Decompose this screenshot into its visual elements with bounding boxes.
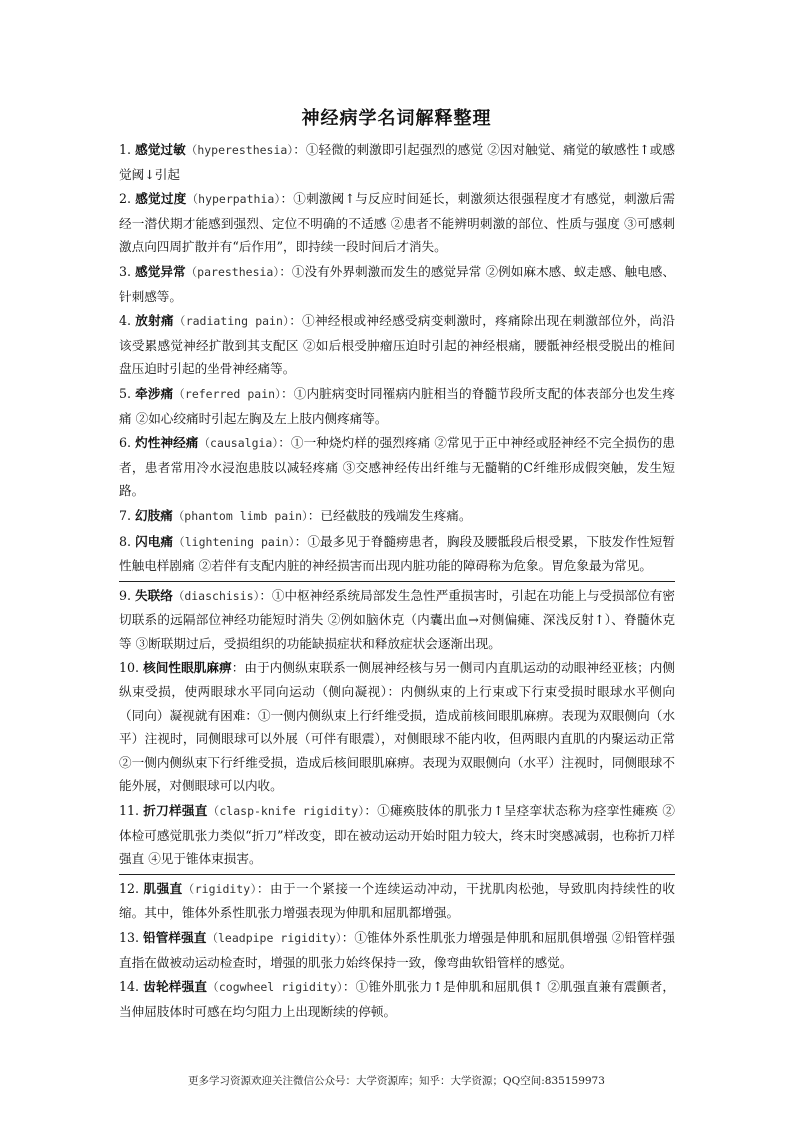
glossary-entry [119, 926, 675, 975]
entry-number: 8. [119, 533, 132, 549]
entry-number: 3. [119, 263, 132, 279]
entry-definition: ：由于一个紧接一个连续运动冲动，干扰肌肉松弛，导致肌肉持续性的收缩。其中，锥体外系性肌张力增强表现为伸肌和屈肌都增强。 [119, 880, 676, 921]
footer-note: 更多学习资源欢迎关注微信公众号：大学资源库；知乎：大学资源；QQ空间:835159973 [188, 1075, 605, 1087]
section-divider [119, 874, 675, 875]
entry-number: 4. [119, 313, 132, 329]
entry-number: 14. [119, 979, 140, 995]
glossary-entry [119, 799, 675, 872]
entry-english-term: （hyperpathia） [186, 192, 281, 207]
entry-number: 13. [119, 930, 140, 945]
entry-definition: ：①瘫痪肢体的肌张力↑呈痉挛状态称为痉挛性瘫痪 ②体检可感觉肌张力类似“折刀”样改变，即在被动运动开始时阻力较大，终末时突感减弱，也称折刀样强直 ④见于锥体束损害。 [119, 803, 676, 867]
entry-english-term: （lightening pain） [173, 534, 295, 549]
entry-english-term: （radiating pain） [173, 314, 290, 329]
entry-number: 12. [119, 880, 140, 896]
glossary-entry [119, 187, 675, 260]
entry-term: 齿轮样强直 [143, 979, 208, 995]
section-divider [119, 581, 675, 582]
entry-term: 闪电痛 [135, 533, 174, 549]
entry-definition: ：已经截肢的残端发生疼痛。 [307, 507, 472, 523]
glossary-entry [119, 138, 675, 187]
entry-definition: ：①内脏病变时同罹病内脏相当的脊髓节段所支配的体表部分也发生疼痛 ②如心绞痛时引起左胸及左上肢内侧疼痛等。 [119, 385, 676, 426]
glossary-entry [119, 975, 675, 1024]
entry-english-term: （paresthesia） [185, 264, 280, 279]
entry-term: 感觉过敏 [135, 142, 186, 157]
entry-term: 感觉过度 [135, 191, 187, 207]
glossary-entry [119, 656, 675, 799]
entry-english-term: （phantom limb pain） [172, 508, 308, 523]
document-title: 神经病学名词解释整理 [301, 108, 492, 129]
glossary-list [119, 138, 675, 1024]
entry-definition: ：①中枢神经系统局部发生急性严重损害时，引起在功能上与受损部位有密切联系的远隔部位神经功能短时消失 ②例如脑休克（内囊出血→对侧偏瘫、深浅反射↑）、脊髓休克等 ③断联期过后，受损组织的功能缺损症状和释放症状会逐渐出现。 [119, 587, 675, 651]
entry-number: 1. [119, 142, 132, 157]
entry-term: 幻肢痛 [135, 507, 173, 523]
entry-english-term: （cogwheel rigidity） [207, 980, 343, 995]
entry-english-term: （leadpipe rigidity） [206, 931, 342, 945]
entry-term: 失联络 [135, 587, 173, 603]
entry-definition: ：①刺激阈↑与反应时间延长，刺激须达很强程度才有感觉，刺激后需经一潜伏期才能感到强烈、定位不明确的不适感 ②患者不能辨明刺激的部位、性质与强度 ③可感刺激点向四周扩散并有“后作用”，即持续一段时间后才消失。 [119, 191, 675, 255]
entry-english-term: （hyperesthesia） [185, 143, 294, 157]
entry-term: 肌强直 [143, 880, 183, 896]
entry-english-term: （causalgia） [198, 436, 279, 451]
entry-number: 6. [119, 435, 132, 451]
entry-definition: ：①锥体外系性肌张力增强是伸肌和屈肌俱增强 ②铅管样强直指在做被动运动检查时，增强的肌张力始终保持一致，像弯曲软铅管样的感觉。 [119, 930, 676, 970]
glossary-entry [119, 431, 675, 504]
entry-number: 10. [119, 660, 140, 676]
entry-english-term: （clasp-knife rigidity） [207, 804, 365, 819]
glossary-entry [119, 260, 675, 309]
glossary-entry [119, 530, 675, 579]
glossary-entry [119, 382, 675, 431]
entry-number: 11. [119, 803, 140, 819]
entry-definition: ：①轻微的刺激即引起强烈的感觉 ②因对触觉、痛觉的敏感性↑或感觉阈↓引起 [119, 142, 676, 182]
glossary-entry [119, 584, 675, 657]
entry-number: 5. [119, 385, 132, 401]
entry-term: 灼性神经痛 [135, 435, 199, 451]
entry-definition: ：①锥外肌张力↑是伸肌和屈肌俱↑ ②肌强直兼有震颤者，当伸屈肢体时可感在均匀阻力上出现断续的停顿。 [119, 979, 676, 1019]
entry-term: 核间性眼肌麻痹 [143, 660, 232, 676]
entry-definition: ：由于内侧纵束联系一侧展神经核与另一侧司内直肌运动的动眼神经亚核；内侧纵束受损，使两眼球水平同向运动（侧向凝视）：内侧纵束的上行束或下行束受损时眼球水平侧向（同向）凝视就有困难：①一侧内侧纵束上行纤维受损，造成前核间眼肌麻痹。表现为双眼侧向（水平）注视时，同侧眼球可以外展（可伴有眼震），对侧眼球不能内收，但两眼内直肌的内聚运动正常 ②一侧内侧纵束下行纤维受损，造成后核间眼肌麻痹。表现为双眼侧向（水平）注视时，同侧眼球不能外展，对侧眼球可以内收。 [119, 660, 676, 794]
entry-definition: ：①没有外界刺激而发生的感觉异常 ②例如麻木感、蚁走感、触电感、针刺感等。 [119, 263, 675, 304]
entry-english-term: （referred pain） [173, 386, 282, 401]
entry-number: 9. [119, 587, 132, 603]
entry-definition: ：①一种烧灼样的强烈疼痛 ②常见于正中神经或胫神经不完全损伤的患者，患者常用冷水浸泡患肢以减轻疼痛 ③交感神经传出纤维与无髓鞘的C纤维形成假突触，发生短路。 [119, 435, 675, 499]
glossary-entry [119, 309, 675, 382]
entry-definition: ：①最多见于脊髓痨患者，胸段及腰骶段后根受累，下肢发作性短暂性触电样剧痛 ②若伴有支配内脏的神经损害而出现内脏功能的障碍称为危象。胃危象最为常见。 [119, 533, 676, 574]
glossary-entry [119, 504, 675, 530]
entry-term: 牵涉痛 [135, 385, 174, 401]
entry-english-term: （rigidity） [182, 881, 257, 896]
entry-number: 2. [119, 191, 132, 207]
entry-english-term: （diaschisis） [172, 588, 260, 603]
glossary-entry [119, 877, 675, 926]
entry-term: 铅管样强直 [143, 930, 207, 945]
entry-term: 放射痛 [135, 313, 174, 329]
entry-number: 7. [119, 507, 132, 523]
entry-term: 感觉异常 [135, 263, 186, 279]
entry-definition: ：①神经根或神经感受病变刺激时，疼痛除出现在刺激部位外，尚沿该受累感觉神经扩散到其支配区 ②如后根受肿瘤压迫时引起的神经根痛，腰骶神经根受脱出的椎间盘压迫时引起的坐骨神经痛等。 [119, 313, 676, 377]
entry-term: 折刀样强直 [143, 803, 208, 819]
